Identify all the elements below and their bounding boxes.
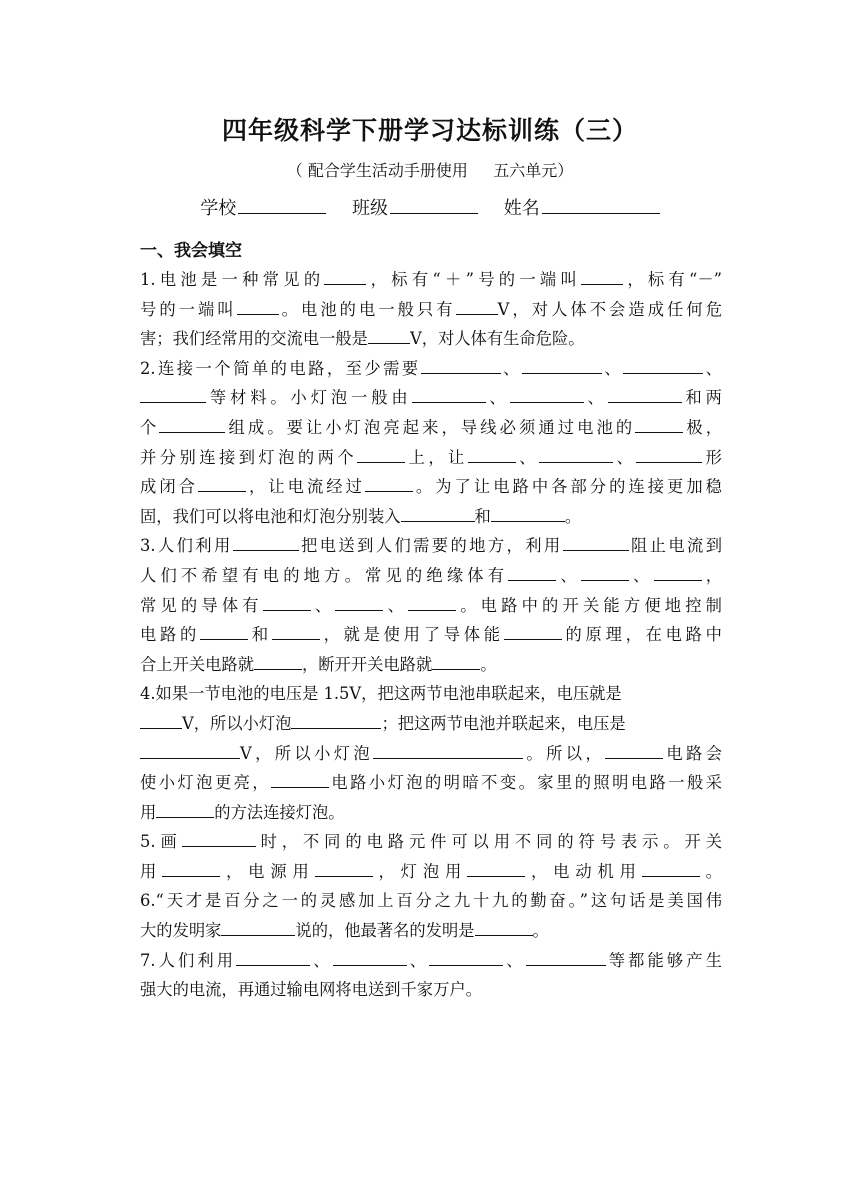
question-line [140, 679, 722, 709]
answer-blank[interactable] [608, 384, 682, 403]
text-run: 5.画 [140, 832, 182, 852]
text-run: 7.人们利用 [140, 950, 237, 970]
school-blank[interactable] [238, 195, 326, 214]
answer-blank[interactable] [456, 296, 498, 315]
text-run: 3.人们利用 [140, 536, 233, 556]
answer-blank[interactable] [467, 858, 525, 877]
text-run: ，就是使用了导体能 [319, 625, 504, 645]
answer-blank[interactable] [581, 266, 623, 285]
answer-blank[interactable] [491, 503, 565, 522]
question-line [140, 975, 722, 1005]
answer-blank[interactable] [182, 828, 256, 847]
text-run: 和 [474, 506, 491, 526]
text-run: 个 [140, 417, 160, 437]
text-run: 。电路中的开关能方便地控制 [456, 595, 722, 615]
answer-blank[interactable] [412, 384, 486, 403]
question-line [140, 709, 722, 739]
student-info-row [0, 194, 860, 224]
question-line [140, 827, 722, 857]
question-line [140, 443, 722, 473]
text-run: 、 [515, 447, 540, 467]
text-run: 极， [683, 417, 722, 437]
answer-blank[interactable] [233, 532, 299, 551]
question-line [140, 739, 722, 769]
answer-blank[interactable] [654, 562, 702, 581]
school-label: 学校 [200, 198, 237, 219]
question-line [140, 531, 722, 561]
text-run: 。电池的电一般只有 [278, 299, 456, 319]
class-label: 班级 [352, 198, 388, 219]
answer-blank[interactable] [636, 444, 702, 463]
question-line [140, 502, 722, 532]
text-run: 组成。要让小灯泡亮起来，导线必须通过电池的 [225, 417, 636, 437]
text-run: 、 [613, 447, 637, 467]
answer-blank[interactable] [221, 917, 295, 936]
question-line [140, 354, 722, 384]
text-run: 和两 [681, 388, 722, 408]
text-run: 害；我们经常用的交流电一般是 [140, 329, 368, 349]
question-line [140, 265, 722, 295]
text-run: ，标有“＋”号的一端叫 [366, 270, 582, 289]
text-run: 上，让 [405, 447, 468, 467]
page-title: 四年级科学下册学习达标训练（三） [221, 116, 638, 145]
question-line [140, 946, 722, 976]
text-run: 、 [310, 595, 336, 615]
text-run: 。 [532, 921, 549, 941]
text-run: 等材料。小灯泡一般由 [206, 388, 412, 408]
answer-blank[interactable] [335, 592, 383, 611]
answer-blank[interactable] [642, 858, 700, 877]
answer-blank[interactable] [271, 769, 329, 788]
answer-blank[interactable] [365, 473, 413, 492]
text-run: ， [701, 565, 722, 585]
text-run: 用 [140, 861, 163, 881]
answer-blank[interactable] [539, 444, 613, 463]
answer-blank[interactable] [581, 562, 629, 581]
text-run: 大的发明家 [140, 921, 222, 941]
answer-blank[interactable] [236, 947, 310, 966]
text-run: 1.电池是一种常见的 [140, 270, 325, 289]
answer-blank[interactable] [526, 947, 606, 966]
text-run: 等都能够产生 [605, 950, 722, 970]
answer-blank[interactable] [429, 947, 503, 966]
text-run: 合上开关电路就 [140, 654, 254, 674]
answer-blank[interactable] [140, 384, 206, 403]
text-run: 用 [140, 802, 157, 822]
text-run: 2.连接一个简单的电路，至少需要 [140, 358, 421, 378]
question-line [140, 295, 722, 325]
question-line [140, 561, 722, 591]
text-run: 把电送到人们需要的地方，利用 [298, 536, 563, 556]
answer-blank[interactable] [140, 710, 182, 729]
answer-blank[interactable] [272, 621, 320, 640]
question-line [140, 916, 722, 946]
text-run: 。为了让电路中各部分的连接更加稳 [412, 477, 722, 497]
name-blank[interactable] [542, 195, 660, 214]
answer-blank[interactable] [324, 266, 366, 285]
question-line [140, 383, 722, 413]
answer-blank[interactable] [162, 858, 220, 877]
answer-blank[interactable] [291, 710, 381, 729]
question-line [140, 472, 722, 502]
text-run: 电路小灯泡的明暗不变。家里的照明电路一般采 [329, 773, 722, 793]
question-line [140, 591, 722, 621]
text-run: ，让电流经过 [245, 477, 365, 497]
text-run: 固，我们可以将电池和灯泡分别装入 [140, 506, 401, 526]
text-run: 。 [480, 654, 497, 674]
answer-blank[interactable] [200, 621, 248, 640]
answer-blank[interactable] [263, 592, 311, 611]
text-run: V，所以小灯泡 [182, 713, 292, 733]
answer-blank[interactable] [315, 858, 373, 877]
text-run: 、 [583, 388, 608, 408]
answer-blank[interactable] [156, 799, 214, 818]
question-body [140, 265, 722, 1005]
answer-blank[interactable] [421, 355, 501, 374]
answer-blank[interactable] [237, 296, 279, 315]
answer-blank[interactable] [522, 355, 602, 374]
text-run: 4.如果一节电池的电压是 1.5V，把这两节电池串联起来，电压就是 [140, 684, 622, 704]
name-label: 姓名 [503, 198, 540, 219]
text-run: 。 [564, 506, 582, 526]
answer-blank[interactable] [504, 621, 562, 640]
answer-blank[interactable] [635, 414, 683, 433]
answer-blank[interactable] [508, 562, 556, 581]
text-run: 电路会 [663, 743, 722, 763]
text-run: ，电源用 [220, 861, 315, 881]
text-run: 、 [503, 950, 526, 970]
text-run: 6.“天才是百分之一的灵感加上百分之九十九的勤奋。”这句话是美国伟 [140, 891, 722, 911]
answer-blank[interactable] [605, 740, 663, 759]
answer-blank[interactable] [468, 444, 516, 463]
text-run: ，电动机用 [525, 861, 642, 881]
text-run: 、 [628, 565, 654, 585]
text-run: 和 [248, 625, 272, 645]
text-run: 的原理，在电路中 [561, 625, 722, 645]
text-run: 、 [406, 950, 430, 970]
text-run: 、 [310, 950, 333, 970]
question-line [140, 857, 722, 887]
answer-blank[interactable] [140, 740, 240, 759]
question-line [140, 886, 722, 916]
name-field[interactable] [504, 194, 660, 224]
answer-blank[interactable] [254, 651, 302, 670]
text-run: 、 [383, 595, 409, 615]
text-run: 形 [702, 447, 722, 467]
text-run: 。所以， [523, 743, 606, 763]
text-run: 号的一端叫 [140, 299, 237, 319]
text-run: V，对人体不会造成任何危 [497, 299, 722, 319]
text-run: 、 [485, 388, 510, 408]
answer-blank[interactable] [510, 384, 584, 403]
text-run: V，所以小灯泡 [240, 743, 374, 763]
school-field[interactable] [200, 194, 326, 224]
answer-blank[interactable] [373, 740, 523, 759]
text-run: 人们不希望有电的地方。常见的绝缘体有 [140, 565, 509, 585]
text-run: 使小灯泡更亮， [140, 773, 271, 793]
text-run: 强大的电流，再通过输电网将电送到千家万户。 [140, 980, 482, 1000]
answer-blank[interactable] [333, 947, 407, 966]
question-line [140, 768, 722, 798]
answer-blank[interactable] [563, 532, 629, 551]
page-subtitle: （ 配合学生活动手册使用 五六单元） [286, 161, 574, 180]
text-run: 常见的导体有 [140, 595, 263, 615]
question-line [140, 324, 722, 354]
answer-blank[interactable] [408, 592, 456, 611]
question-line [140, 620, 722, 650]
answer-blank[interactable] [623, 355, 703, 374]
answer-blank[interactable] [159, 414, 225, 433]
section-heading-fill-blanks: 一、我会填空 [140, 241, 242, 261]
answer-blank[interactable] [475, 917, 533, 936]
answer-blank[interactable] [368, 325, 410, 344]
text-run: ；把这两节电池并联起来，电压是 [381, 713, 626, 733]
text-run: 、 [500, 358, 522, 378]
answer-blank[interactable] [198, 473, 246, 492]
question-line [140, 650, 722, 680]
text-run: ，断开开关电路就 [301, 654, 433, 674]
text-run: 、 [601, 358, 624, 378]
text-run: ，灯泡用 [372, 861, 468, 881]
text-run: 成闭合 [140, 477, 198, 497]
answer-blank[interactable] [401, 503, 475, 522]
text-run: 并分别连接到灯泡的两个 [140, 447, 358, 467]
question-line [140, 413, 722, 443]
class-field[interactable] [352, 194, 478, 224]
text-run: 电路的 [140, 625, 201, 645]
question-line [140, 798, 722, 828]
text-run: 、 [703, 358, 722, 378]
text-run: 的方法连接灯泡。 [214, 802, 345, 822]
class-blank[interactable] [390, 195, 478, 214]
text-run: ，标有“－” [623, 270, 722, 289]
text-run: 阻止电流到 [628, 536, 722, 556]
text-run: 时，不同的电路元件可以用不同的符号表示。开关 [255, 832, 722, 852]
text-run: 说的，他最著名的发明是 [295, 921, 475, 941]
text-run: 。 [699, 861, 722, 881]
text-run: V，对人体有生命危险。 [409, 329, 585, 349]
answer-blank[interactable] [432, 651, 480, 670]
answer-blank[interactable] [357, 444, 405, 463]
text-run: 、 [556, 565, 581, 585]
